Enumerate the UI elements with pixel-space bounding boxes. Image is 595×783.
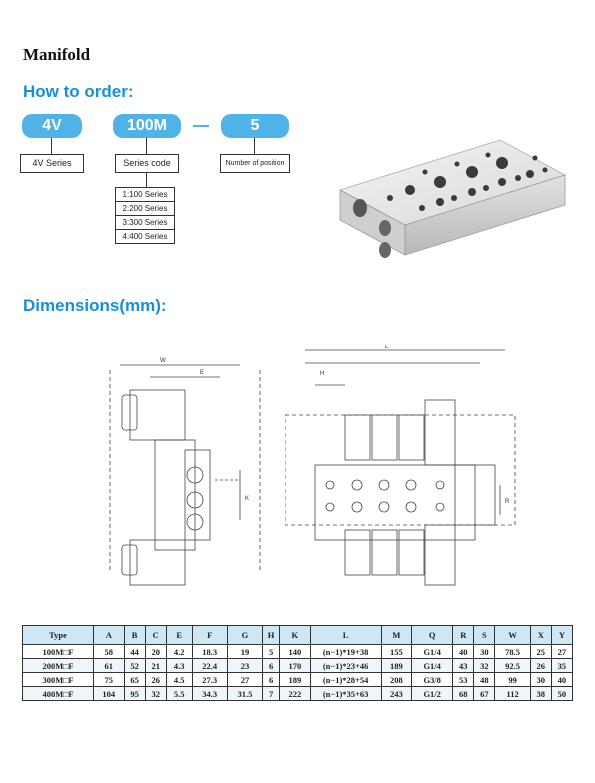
- table-cell: 140: [280, 645, 311, 659]
- table-cell: G1/4: [412, 645, 453, 659]
- table-cell: 44: [124, 645, 145, 659]
- table-row: [23, 645, 573, 659]
- label-L: L: [385, 345, 389, 350]
- table-cell: 19: [227, 645, 262, 659]
- table-cell: 75: [94, 673, 125, 687]
- table-cell: G1/2: [412, 687, 453, 701]
- table-cell: 200M□F: [23, 659, 94, 673]
- table-cell: 243: [381, 687, 412, 701]
- table-cell: 99: [495, 673, 530, 687]
- table-cell: 20: [145, 645, 166, 659]
- table-cell: 104: [94, 687, 125, 701]
- table-cell: 34.3: [192, 687, 227, 701]
- table-cell: 65: [124, 673, 145, 687]
- table-cell: 21: [145, 659, 166, 673]
- table-cell: 5.5: [166, 687, 192, 701]
- table-row: [23, 659, 573, 673]
- table-cell: 50: [551, 687, 572, 701]
- label-W: W: [160, 358, 166, 364]
- table-row: [23, 673, 573, 687]
- label-R: R: [505, 499, 510, 505]
- dimensions-table: [22, 625, 573, 701]
- table-cell: 6: [263, 659, 280, 673]
- table-cell: 100M□F: [23, 645, 94, 659]
- col-header: Y: [551, 626, 572, 645]
- label-H: H: [320, 371, 325, 377]
- table-cell: 38: [530, 687, 551, 701]
- table-cell: 4.5: [166, 673, 192, 687]
- table-cell: 31.5: [227, 687, 262, 701]
- series-label: 4V Series: [20, 154, 84, 173]
- table-cell: (n−1)*28+54: [310, 673, 381, 687]
- table-cell: 40: [453, 645, 474, 659]
- table-cell: 400M□F: [23, 687, 94, 701]
- table-cell: 67: [474, 687, 495, 701]
- positions-pill: 5: [221, 114, 289, 138]
- table-cell: 27: [551, 645, 572, 659]
- col-header: C: [145, 626, 166, 645]
- col-header: F: [192, 626, 227, 645]
- col-header: G: [227, 626, 262, 645]
- series-option: 4:400 Series: [122, 232, 168, 241]
- col-header: M: [381, 626, 412, 645]
- table-cell: 43: [453, 659, 474, 673]
- table-cell: 208: [381, 673, 412, 687]
- table-cell: 5: [263, 645, 280, 659]
- dimensions-heading: Dimensions(mm):: [23, 296, 167, 315]
- table-cell: 170: [280, 659, 311, 673]
- series-options-list: [115, 187, 175, 244]
- table-cell: 26: [145, 673, 166, 687]
- label-K: K: [245, 496, 250, 502]
- label-E: E: [200, 370, 205, 376]
- table-cell: 52: [124, 659, 145, 673]
- col-header: H: [263, 626, 280, 645]
- table-cell: 78.5: [495, 645, 530, 659]
- col-header: X: [530, 626, 551, 645]
- table-cell: 95: [124, 687, 145, 701]
- table-cell: 189: [280, 673, 311, 687]
- table-cell: 35: [551, 659, 572, 673]
- side-view-drawing: [100, 350, 280, 590]
- how-to-order-heading: How to order:: [23, 82, 134, 101]
- col-header: A: [94, 626, 125, 645]
- table-cell: (n−1)*35+63: [310, 687, 381, 701]
- page-title: Manifold: [23, 45, 91, 64]
- table-cell: 68: [453, 687, 474, 701]
- top-view-drawing: [285, 345, 525, 590]
- table-cell: 53: [453, 673, 474, 687]
- series-option: 1:100 Series: [116, 188, 174, 202]
- table-cell: 112: [495, 687, 530, 701]
- col-header: S: [474, 626, 495, 645]
- table-cell: 300M□F: [23, 673, 94, 687]
- table-cell: G3/8: [412, 673, 453, 687]
- manifold-product-image: [330, 130, 580, 280]
- table-cell: 18.3: [192, 645, 227, 659]
- series-option: 3:300 Series: [116, 216, 174, 230]
- table-header-row: [23, 626, 573, 645]
- table-cell: (n−1)*19+38: [310, 645, 381, 659]
- table-row: [23, 687, 573, 701]
- series-code-label: Series code: [115, 154, 179, 173]
- col-header: K: [280, 626, 311, 645]
- table-cell: 30: [474, 645, 495, 659]
- table-cell: 32: [145, 687, 166, 701]
- col-header: L: [310, 626, 381, 645]
- table-cell: 26: [530, 659, 551, 673]
- table-cell: 7: [263, 687, 280, 701]
- connector-line: [146, 172, 147, 187]
- table-cell: 155: [381, 645, 412, 659]
- table-cell: 23: [227, 659, 262, 673]
- col-header: Type: [23, 626, 94, 645]
- code-pill: 100M: [113, 114, 181, 138]
- connector-line: [146, 138, 147, 154]
- table-cell: 40: [551, 673, 572, 687]
- col-header: R: [453, 626, 474, 645]
- col-header: W: [495, 626, 530, 645]
- table-cell: 27.3: [192, 673, 227, 687]
- table-cell: 92.5: [495, 659, 530, 673]
- table-cell: 61: [94, 659, 125, 673]
- table-cell: 222: [280, 687, 311, 701]
- table-cell: 58: [94, 645, 125, 659]
- table-cell: G1/4: [412, 659, 453, 673]
- table-cell: 27: [227, 673, 262, 687]
- col-header: E: [166, 626, 192, 645]
- table-cell: 30: [530, 673, 551, 687]
- col-header: B: [124, 626, 145, 645]
- series-pill: 4V: [22, 114, 82, 138]
- positions-label: Number of position: [220, 154, 290, 173]
- connector-line: [254, 138, 255, 154]
- table-cell: 48: [474, 673, 495, 687]
- series-option: 2:200 Series: [116, 202, 174, 216]
- table-cell: 22.4: [192, 659, 227, 673]
- dash-separator: [193, 125, 209, 127]
- col-header: Q: [412, 626, 453, 645]
- table-cell: 4.2: [166, 645, 192, 659]
- table-cell: 32: [474, 659, 495, 673]
- table-cell: 4.3: [166, 659, 192, 673]
- table-cell: 6: [263, 673, 280, 687]
- connector-line: [51, 138, 52, 154]
- table-cell: (n−1)*23+46: [310, 659, 381, 673]
- table-cell: 25: [530, 645, 551, 659]
- table-cell: 189: [381, 659, 412, 673]
